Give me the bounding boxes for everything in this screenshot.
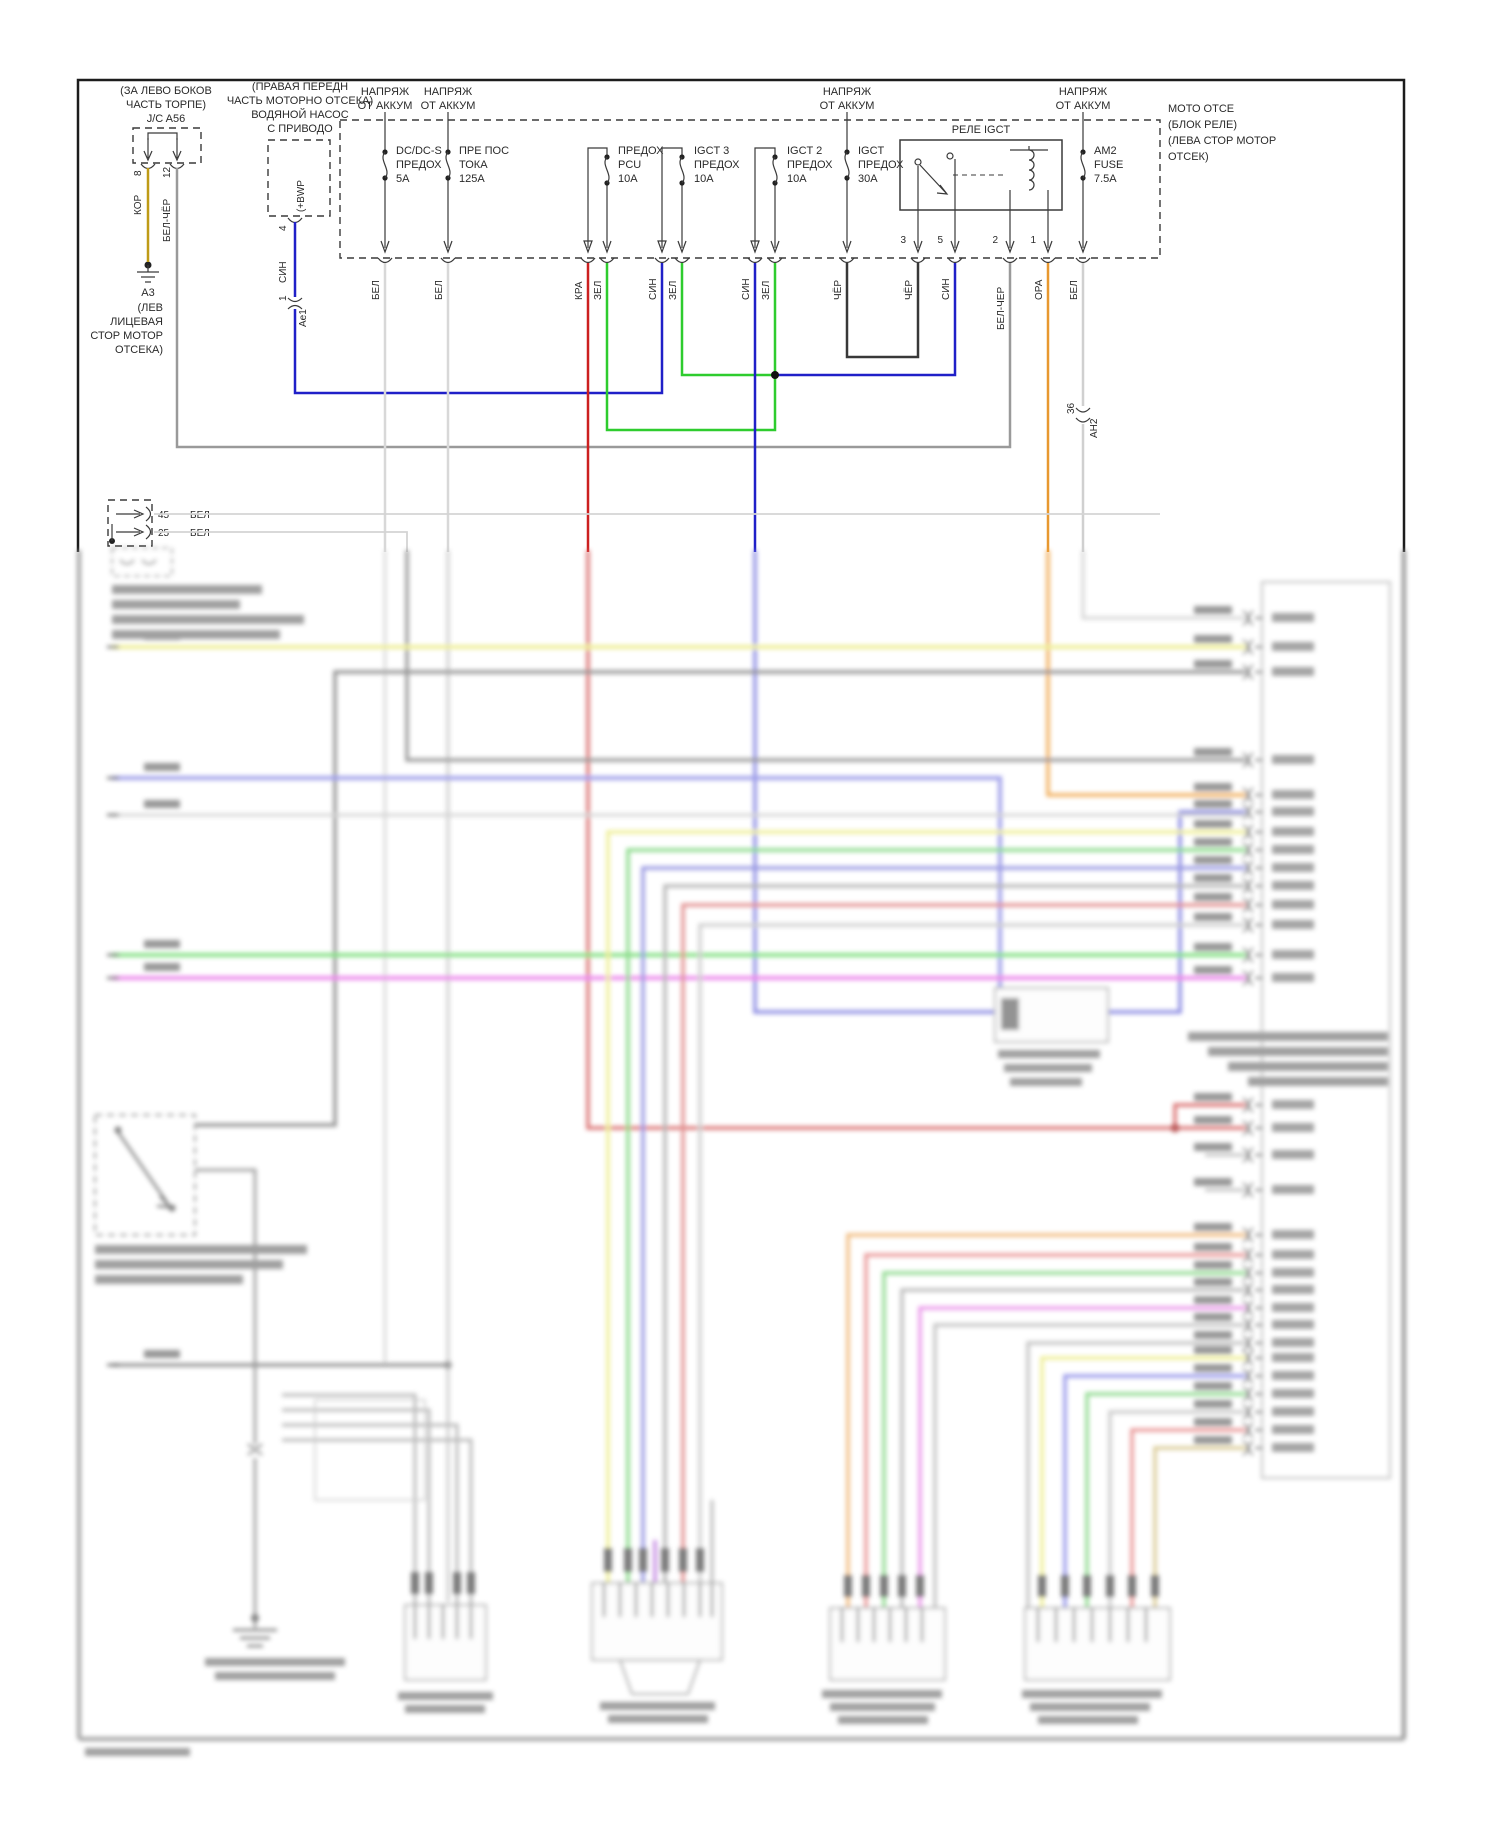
junction-45-25 <box>108 500 1160 552</box>
arrow-icon <box>116 510 143 536</box>
ecu-label-blobs <box>1188 1032 1388 1086</box>
svg-text:ПРЕДОХ: ПРЕДОХ <box>858 159 904 171</box>
connector-arc-icon <box>288 218 302 223</box>
svg-text:СИН: СИН <box>741 278 752 300</box>
left-pin-stubs <box>107 632 180 1365</box>
fuse-icon <box>680 157 684 183</box>
svg-text:ЧЁР: ЧЁР <box>833 279 844 300</box>
relay-igct <box>900 124 1062 252</box>
svg-text:45: 45 <box>158 510 170 521</box>
svg-text:ПРЕДОХ: ПРЕДОХ <box>618 145 664 157</box>
svg-text:БЕЛ: БЕЛ <box>190 528 210 539</box>
svg-text:БЕЛ: БЕЛ <box>434 280 445 300</box>
bottom-connector-d <box>1022 1575 1170 1724</box>
inline-connector-icon <box>248 1444 262 1455</box>
fuse-igct-30a <box>843 112 904 252</box>
footer-note-blob <box>85 1748 190 1756</box>
svg-text:СТОР МОТОР: СТОР МОТОР <box>90 330 163 342</box>
fuse-icon <box>1081 152 1085 178</box>
svg-text:ОТСЕКА): ОТСЕКА) <box>115 344 163 356</box>
pin-number: 12 <box>162 166 173 178</box>
am2-fuse <box>1079 112 1123 252</box>
wire-label: КОР <box>133 194 144 215</box>
svg-text:5А: 5А <box>396 173 410 185</box>
fuse-precharge <box>444 112 509 252</box>
relay-coil-icon <box>1010 146 1048 190</box>
svg-text:ЗЕЛ: ЗЕЛ <box>761 280 772 300</box>
ground-a3 <box>90 262 163 357</box>
power-feed-labels <box>358 86 1111 112</box>
svg-text:ЧАСТЬ МОТОРНО ОТСЕКА): ЧАСТЬ МОТОРНО ОТСЕКА) <box>226 95 374 107</box>
svg-text:7.5А: 7.5А <box>1094 173 1117 185</box>
svg-text:А3: А3 <box>141 287 155 299</box>
fuse-icon <box>773 157 777 183</box>
svg-text:БЕЛ: БЕЛ <box>371 280 382 300</box>
bottom-connector-a <box>398 1572 493 1713</box>
ecu-pin-stubs <box>1194 606 1314 1455</box>
connector-id: АН2 <box>1089 418 1100 438</box>
wire-label: СИН <box>278 261 289 283</box>
blurred-section <box>79 548 1404 1756</box>
pin-number: 3 <box>900 235 906 246</box>
svg-text:БЕЛ: БЕЛ <box>1069 280 1080 300</box>
fuse-pcu <box>584 145 664 252</box>
relay-contact-icon <box>920 165 947 194</box>
pin-number: 8 <box>133 170 144 176</box>
pin-number: 4 <box>278 225 289 231</box>
wire-color-labels <box>371 278 1080 330</box>
svg-text:IGCT 2: IGCT 2 <box>787 145 823 157</box>
arrow-icon <box>144 138 152 160</box>
blur-wires <box>112 550 1245 1628</box>
svg-text:МОТО ОТСЕ: МОТО ОТСЕ <box>1168 103 1235 115</box>
svg-text:125А: 125А <box>459 173 485 185</box>
junction-a56 <box>120 85 212 242</box>
svg-text:НАПРЯЖ: НАПРЯЖ <box>822 86 872 98</box>
wire-cher-u <box>847 263 918 357</box>
svg-text:ВОДЯНОЙ НАСОС: ВОДЯНОЙ НАСОС <box>251 109 349 121</box>
svg-text:IGCT 3: IGCT 3 <box>694 145 730 157</box>
ground-icon <box>137 265 159 282</box>
svg-text:ЧЁР: ЧЁР <box>904 279 915 300</box>
svg-text:РЕЛЕ IGCT: РЕЛЕ IGCT <box>951 124 1011 136</box>
bottom-connector-b <box>592 1548 722 1723</box>
connector-arc-icon <box>141 164 155 169</box>
pin-number: 1 <box>1030 235 1036 246</box>
svg-text:30А: 30А <box>858 173 878 185</box>
fuse-icon <box>605 157 609 183</box>
svg-text:IGCT: IGCT <box>858 145 885 157</box>
svg-text:ОТ АККУМ: ОТ АККУМ <box>420 100 476 112</box>
svg-text:СИН: СИН <box>648 278 659 300</box>
connector-id: Ае1 <box>298 309 309 327</box>
svg-text:(БЛОК РЕЛЕ): (БЛОК РЕЛЕ) <box>1168 119 1238 131</box>
relay-block-label <box>1168 103 1276 163</box>
top-schematic <box>78 80 1404 552</box>
svg-text:ПРЕДОХ: ПРЕДОХ <box>396 159 442 171</box>
svg-text:10А: 10А <box>787 173 807 185</box>
svg-text:ЧАСТЬ ТОРПЕ): ЧАСТЬ ТОРПЕ) <box>125 99 207 111</box>
pin-number: 2 <box>992 235 998 246</box>
fuse-igct3 <box>658 145 740 252</box>
svg-text:ОТ АККУМ: ОТ АККУМ <box>819 100 875 112</box>
svg-text:(ЛЕВА СТОР МОТОР: (ЛЕВА СТОР МОТОР <box>1168 135 1277 147</box>
svg-text:J/C A56: J/C A56 <box>146 113 186 125</box>
fuse-icon <box>845 152 849 178</box>
svg-text:ПРЕ ПОС: ПРЕ ПОС <box>459 145 510 157</box>
svg-text:FUSE: FUSE <box>1094 159 1124 171</box>
ground-icon <box>233 1630 277 1646</box>
wire-label: БЕЛ-ЧЁР <box>162 198 173 242</box>
connector-arc-icon <box>146 507 151 539</box>
fuse-icon <box>446 152 450 178</box>
fuse-icon <box>383 152 387 178</box>
svg-text:СИН: СИН <box>941 278 952 300</box>
svg-text:(ЗА ЛЕВО БОКОВ: (ЗА ЛЕВО БОКОВ <box>120 85 212 97</box>
pin-number: 36 <box>1066 402 1077 414</box>
ground-bottom-left <box>205 1400 425 1680</box>
svg-text:БЕЛ: БЕЛ <box>190 510 210 521</box>
svg-text:НАПРЯЖ: НАПРЯЖ <box>1058 86 1108 98</box>
svg-text:10А: 10А <box>694 173 714 185</box>
svg-text:(ЛЕВ: (ЛЕВ <box>137 302 163 314</box>
svg-text:ПРЕДОХ: ПРЕДОХ <box>787 159 833 171</box>
svg-text:ОТ АККУМ: ОТ АККУМ <box>1055 100 1111 112</box>
switch-component <box>95 1115 307 1284</box>
svg-text:ОТСЕК): ОТСЕК) <box>1168 151 1209 163</box>
svg-text:КРА: КРА <box>574 281 585 300</box>
svg-text:ЗЕЛ: ЗЕЛ <box>593 280 604 300</box>
svg-text:НАПРЯЖ: НАПРЯЖ <box>360 86 410 98</box>
svg-text:С ПРИВОДО: С ПРИВОДО <box>267 123 333 135</box>
fuse-igct2 <box>751 145 833 252</box>
svg-text:ОТ АККУМ: ОТ АККУМ <box>357 100 413 112</box>
connector-ah2-icon <box>1076 408 1090 422</box>
svg-text:25: 25 <box>158 528 170 539</box>
fuse-dcdc <box>381 112 442 252</box>
svg-text:ПРЕДОХ: ПРЕДОХ <box>694 159 740 171</box>
svg-text:DC/DC-S: DC/DC-S <box>396 145 442 157</box>
sharp-wires <box>148 168 1100 552</box>
pin-number: 1 <box>278 295 289 301</box>
svg-text:AM2: AM2 <box>1094 145 1117 157</box>
svg-text:ЛИЦЕВАЯ: ЛИЦЕВАЯ <box>110 316 163 328</box>
svg-text:ЗЕЛ: ЗЕЛ <box>668 280 679 300</box>
svg-text:ОРА: ОРА <box>1034 279 1045 300</box>
inline-connector-icon <box>288 298 302 309</box>
svg-text:PCU: PCU <box>618 159 642 171</box>
svg-text:(ПРАВАЯ ПЕРЕДН: (ПРАВАЯ ПЕРЕДН <box>251 81 349 93</box>
terminal-label: (+BWP <box>296 180 307 212</box>
pin-number: 5 <box>937 235 943 246</box>
svg-text:НАПРЯЖ: НАПРЯЖ <box>423 86 473 98</box>
svg-text:БЕЛ-ЧЕР: БЕЛ-ЧЕР <box>996 286 1007 330</box>
svg-text:ТОКА: ТОКА <box>459 159 488 171</box>
svg-text:10А: 10А <box>618 173 638 185</box>
jc-lower-label-blobs <box>112 548 304 639</box>
junction-dot-icon <box>771 371 779 379</box>
water-pump-connector <box>227 81 373 327</box>
noise-filter-box <box>995 988 1108 1086</box>
arrow-icon <box>173 138 181 160</box>
